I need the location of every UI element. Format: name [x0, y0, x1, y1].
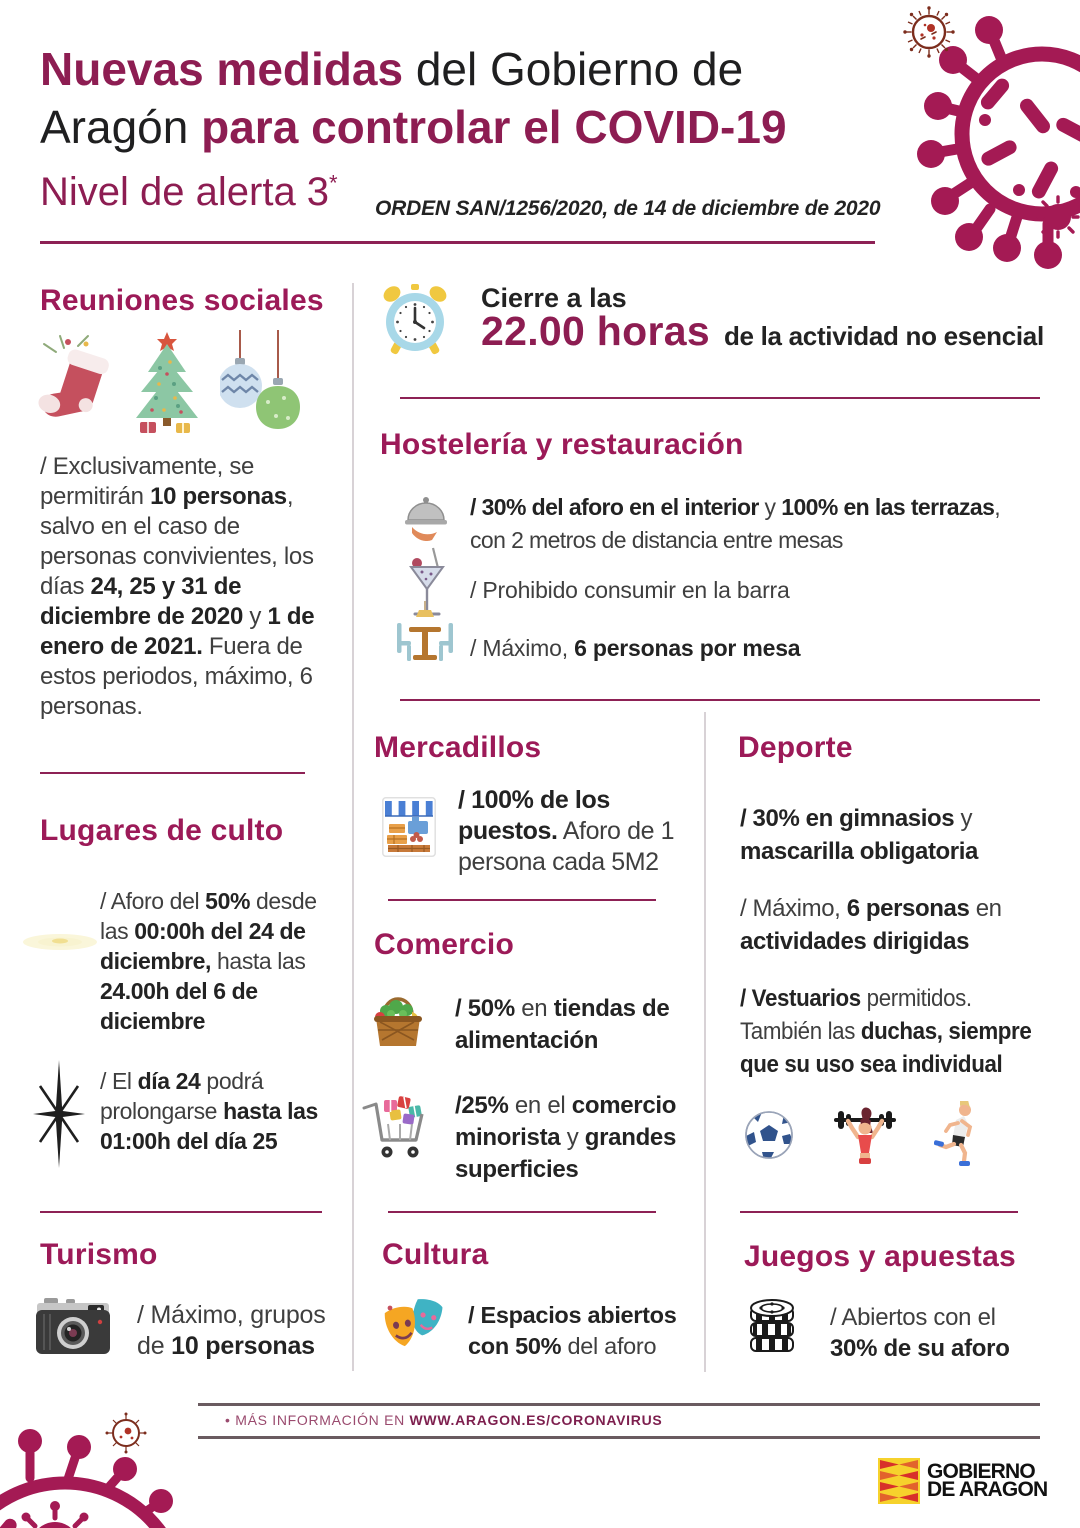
cultura-bullet: / Espacios abiertos con 50% del aforo — [468, 1302, 677, 1359]
deporte-bullet-2: / Máximo, 6 personas en actividades dirigidas — [740, 895, 1002, 955]
footer-info — [225, 1412, 662, 1428]
footer-bullet: • — [225, 1412, 231, 1428]
section-title-turismo: Turismo — [40, 1238, 158, 1271]
runner-icon — [934, 1101, 982, 1171]
deporte-bullet-3: / Vestuarios permitidos. También las duchas, siempre que su uso sea individual — [740, 985, 1032, 1078]
lugares-bullet-1: / Aforo del 50% desde las 00:00h del 24 de diciembre, hasta las 24.00h del 6 de diciembre — [100, 888, 317, 1034]
candle-icon — [20, 926, 100, 958]
grocery-basket-icon — [370, 986, 426, 1052]
coronavirus-outline-icon — [0, 1396, 225, 1528]
column-divider — [704, 712, 706, 1372]
section-title-mercadillos: Mercadillos — [374, 731, 542, 764]
turismo-bullet: / Máximo, grupos de 10 personas — [137, 1301, 326, 1360]
divider — [740, 1211, 1018, 1213]
footer-info-prefix: MÁS INFORMACIÓN EN — [235, 1412, 410, 1428]
page-title — [40, 40, 900, 156]
christmas-stocking-icon — [38, 330, 110, 436]
section-title-deporte: Deporte — [738, 731, 853, 764]
market-stall-icon — [382, 797, 436, 857]
divider — [40, 772, 305, 774]
weightlifter-icon — [834, 1104, 896, 1168]
hosteleria-bullet-3: / Máximo, 6 personas por mesa — [470, 635, 801, 661]
comercio-bullet-2: /25% en el comercio minorista y grandes superficies — [455, 1092, 677, 1183]
column-divider — [352, 283, 354, 1371]
header-divider — [40, 241, 875, 244]
footer-line — [198, 1436, 1040, 1439]
divider — [400, 397, 1040, 399]
lugares-bullet-2: / El día 24 podrá prolongarse hasta las 01:00h del día 25 — [100, 1068, 318, 1154]
small-coronavirus-icon — [901, 4, 957, 60]
camera-icon — [36, 1296, 110, 1358]
hosteleria-bullet-1: / 30% del aforo en el interior y 100% en las terrazas, con 2 metros de distancia entre mesas — [470, 494, 1001, 553]
bethlehem-star-icon — [28, 1060, 90, 1168]
footer-url: WWW.ARAGON.ES/CORONAVIRUS — [409, 1412, 663, 1428]
juegos-bullet: / Abiertos con el 30% de su aforo — [830, 1304, 1010, 1362]
section-title-hosteleria: Hostelería y restauración — [380, 428, 744, 461]
footer-line — [198, 1403, 1040, 1406]
title-line-2: Aragón para controlar el COVID-19 — [40, 101, 787, 153]
deporte-bullet-1: / 30% en gimnasios y mascarilla obligatoria — [740, 805, 978, 865]
section-title-reuniones: Reuniones sociales — [40, 284, 324, 317]
soccer-ball-icon — [744, 1110, 794, 1160]
alert-level: Nivel de alerta 3* — [40, 170, 338, 214]
comercio-bullet-1: / 50% en tiendas de alimentación — [455, 995, 670, 1054]
closing-scope: de la actividad no esencial — [723, 321, 1044, 351]
closing-intro: Cierre a las — [481, 283, 627, 313]
alarm-clock-icon — [380, 280, 450, 358]
divider — [40, 1211, 322, 1213]
divider — [400, 699, 1040, 701]
theater-masks-icon — [382, 1292, 448, 1358]
table-chairs-icon — [396, 601, 454, 667]
section-title-juegos: Juegos y apuestas — [744, 1240, 1016, 1273]
mercadillos-bullet: / 100% de los puestos. Aforo de 1 persona cada 5M2 — [458, 786, 675, 876]
poker-chips-icon — [748, 1296, 796, 1356]
alert-asterisk: * — [329, 170, 338, 196]
christmas-tree-icon — [126, 328, 208, 436]
baubles-icon — [220, 328, 300, 436]
title-line-1: Nuevas medidas del Gobierno de — [40, 43, 744, 95]
hosteleria-bullet-2: / Prohibido consumir en la barra — [470, 577, 790, 603]
reuniones-text: / Exclusivamente, se permitirán 10 personas, salvo en el caso de personas convivientes, los días 24, 25 y 31 de diciembre de 2020 y 1 de enero de 2021. Fuera de estos periodos, máximo, 6 personas. — [40, 453, 315, 720]
divider — [388, 1211, 656, 1213]
shopping-cart-icon — [362, 1092, 432, 1164]
section-title-cultura: Cultura — [382, 1238, 489, 1271]
closing-line — [481, 308, 1046, 355]
coronavirus-icon — [850, 0, 1080, 272]
divider — [388, 899, 656, 901]
serving-cloche-icon — [402, 489, 450, 541]
order-reference: ORDEN SAN/1256/2020, de 14 de diciembre de 2020 — [375, 197, 881, 220]
section-title-lugares: Lugares de culto — [40, 814, 284, 847]
gobierno-aragon-logo — [878, 1458, 1047, 1504]
closing-time: 22.00 horas — [481, 308, 710, 354]
section-title-comercio: Comercio — [374, 928, 514, 961]
gobierno-aragon-text: GOBIERNO DE ARAGON — [927, 1460, 1048, 1501]
aragon-flag-emblem — [878, 1458, 920, 1504]
